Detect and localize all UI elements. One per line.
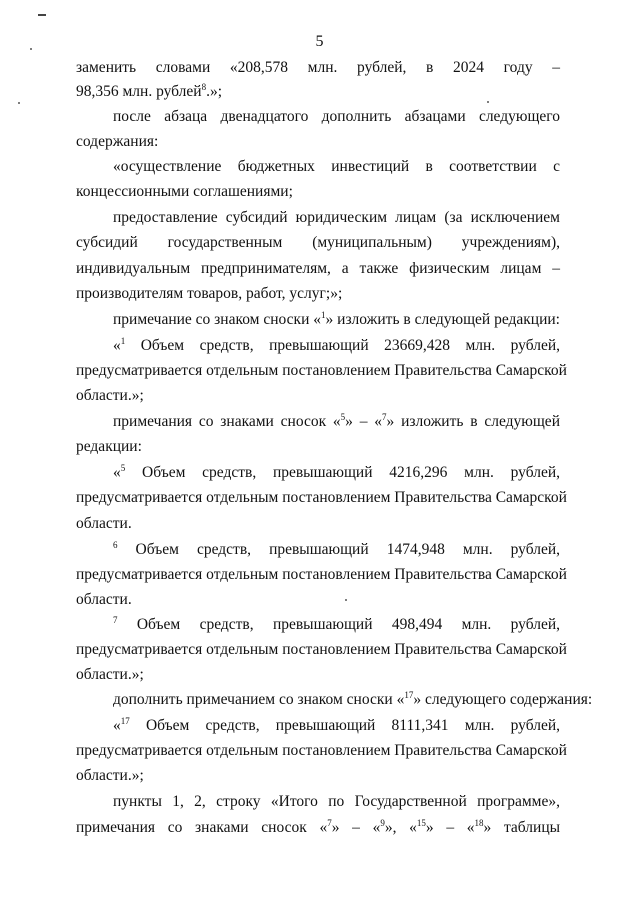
text-line: предусматривается отдельным постановлением Правительства Самарской xyxy=(76,489,567,506)
text-line: после абзаца двенадцатого дополнить абзацами следующего xyxy=(113,108,560,125)
text-line: области. xyxy=(76,591,132,608)
text-line: примечания со знаками сносок «$^5$» – «$^7$» изложить в следующей xyxy=(113,412,560,430)
text-line: примечание со знаком сноски «$^1$» изложить в следующей редакции: xyxy=(113,310,560,328)
text-line: предусматривается отдельным постановлением Правительства Самарской xyxy=(76,362,567,379)
scan-speck xyxy=(18,102,20,104)
footnote-ref: 7 xyxy=(327,818,332,828)
corner-mark xyxy=(38,14,46,16)
footnote-ref: 5 xyxy=(120,463,126,473)
footnote-ref: 15 xyxy=(416,818,426,828)
footnote-ref: 17 xyxy=(120,716,130,726)
text-line: предусматривается отдельным постановлением Правительства Самарской xyxy=(76,742,567,759)
text-line: субсидий государственным (муниципальным) учреждениям), xyxy=(76,234,560,251)
text-line: «$^1$ Объем средств, превышающий 23669,428 млн. рублей, xyxy=(113,336,560,354)
footnote-ref: 5 xyxy=(340,412,346,422)
footnote-ref: 9 xyxy=(380,818,385,828)
text-line: предоставление субсидий юридическим лицам (за исключением xyxy=(113,209,560,226)
text-line: 98,356 млн. рублей$^8$.»; xyxy=(76,82,223,100)
text-line: области. xyxy=(76,515,132,532)
text-line: предусматривается отдельным постановлением Правительства Самарской xyxy=(76,566,567,583)
text-line: редакции: xyxy=(76,438,142,455)
footnote-ref: 8 xyxy=(201,82,207,92)
text-line: содержания: xyxy=(76,133,159,150)
text-line: «осуществление бюджетных инвестиций в соответствии с xyxy=(113,158,560,175)
page-number: 5 xyxy=(315,33,324,50)
footnote-ref: 7 xyxy=(113,615,118,625)
text-line: $^6$ Объем средств, превышающий 1474,948 млн. рублей, xyxy=(113,540,560,558)
text-line: заменить словами «208,578 млн. рублей, в 2024 году – xyxy=(76,59,560,76)
text-line: концессионными соглашениями; xyxy=(76,183,293,200)
text-line: $^7$ Объем средств, превышающий 498,494 млн. рублей, xyxy=(113,615,560,633)
text-line: «$^{17}$ Объем средств, превышающий 8111,341 млн. рублей, xyxy=(113,716,560,734)
text-line: предусматривается отдельным постановлением Правительства Самарской xyxy=(76,641,567,658)
text-line: примечания со знаками сносок «$^7$» – «$^9$», «$^{15}$» – «$^{18}$» таблицы xyxy=(76,818,561,836)
text-line: области.»; xyxy=(76,767,144,784)
footnote-ref: 7 xyxy=(382,412,387,422)
text-line: «$^5$ Объем средств, превышающий 4216,296 млн. рублей, xyxy=(113,463,560,481)
text-line: производителям товаров, работ, услуг;»; xyxy=(76,285,343,302)
text-line: дополнить примечанием со знаком сноски «$^{17}$» следующего содержания: xyxy=(113,690,593,708)
text-line: пункты 1, 2, строку «Итого по Государственной программе», xyxy=(113,793,560,810)
footnote-ref: 18 xyxy=(474,818,484,828)
footnote-ref: 6 xyxy=(113,540,118,550)
text-line: индивидуальным предпринимателям, а также физическим лицам – xyxy=(76,260,560,277)
footnote-ref: 1 xyxy=(321,310,326,320)
footnote-ref: 17 xyxy=(404,690,414,700)
text-line: области.»; xyxy=(76,666,144,683)
footnote-ref: 1 xyxy=(120,336,126,346)
text-line: области.»; xyxy=(76,387,144,404)
